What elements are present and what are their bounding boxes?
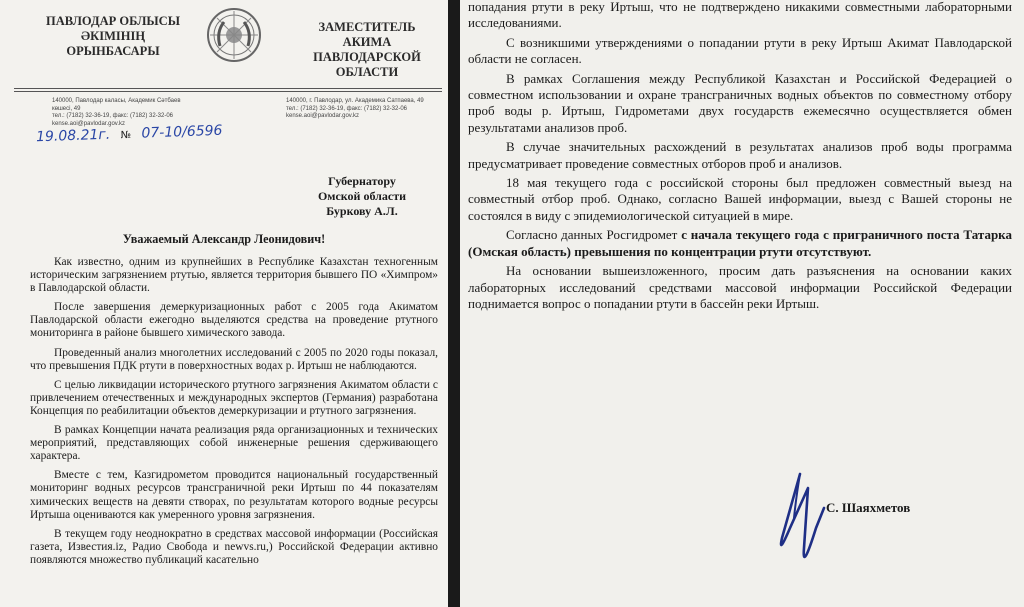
signature-icon bbox=[760, 468, 840, 588]
org-header-russian: ЗАМЕСТИТЕЛЬ АКИМА ПАВЛОДАРСКОЙ ОБЛАСТИ bbox=[313, 20, 421, 79]
salutation: Уважаемый Александр Леонидович! bbox=[122, 232, 326, 246]
paragraph: С возникшими утверждениями о попадании ртути в реку Иртыш Акимат Павлодарской области не согласен. bbox=[468, 34, 1012, 67]
org-header-kazakh: ПАВЛОДАР ОБЛЫСЫ ӘКІМІНІҢ ОРЫНБАСАРЫ bbox=[46, 14, 180, 58]
paragraph: На основании вышеизложенного, просим дать разъяснения на основании каких лабораторных исследований средствами массовой информации Российской Федерации поднимается вопрос о попадании ртути в бассейн реки Иртыш. bbox=[468, 263, 1012, 311]
header-divider bbox=[14, 88, 442, 89]
paragraph: В случае значительных расхождений в результатах анализов проб воды программа предусматривает проведение совместных отборов проб и анализов. bbox=[468, 139, 1012, 171]
paragraph: Вместе с тем, Казгидрометом проводится национальный государственный мониторинг водных ресурсов трансграничной реки Иртыш по 44 показателям химических веществ на девяти створах, по результатам которого водные ресурсы Иртыша оцениваются как умеренного уровня загрязнения. bbox=[30, 469, 438, 521]
letter-body-page-2 bbox=[468, 0, 1012, 315]
state-emblem-icon bbox=[206, 6, 262, 64]
handwritten-number: 07-10/6596 bbox=[141, 122, 223, 142]
letter-body-page-1 bbox=[30, 256, 438, 573]
paragraph: попадания ртути в реку Иртыш, что не подтверждено никакими совместными лабораторными исследованиями. bbox=[468, 0, 1012, 31]
bold-statement: с начала текущего года с приграничного поста Татарка (Омская область) превышения по концентрации ртути отсутствуют. bbox=[468, 227, 1012, 259]
paragraph: Проведенный анализ многолетних исследований с 2005 по 2020 годы показал, что превышения ПДК ртути в поверхностных водах р. Иртыш не наблюдаются. bbox=[30, 346, 438, 372]
paragraph: После завершения демеркуризационных работ с 2005 года Акиматом Павлодарской области ежегодно выделяются средства на проведение ртутного мониторинга в районе бывшего химического завода. bbox=[30, 301, 438, 340]
signature-name: С. Шаяхметов bbox=[826, 500, 911, 515]
paragraph: В рамках Соглашения между Республикой Казахстан и Российской Федерацией о совместном использовании и охране трансграничных водных объектов по совместному отбору проб воды р. Иртыш, Гидрометами двух государств ежемесячно осуществляется обмен результатами анализов проб. bbox=[468, 70, 1012, 135]
paragraph: Как известно, одним из крупнейших в Республике Казахстан техногенным историческим загрязнением ртутью, является территория бывшего ПО «Химпром» в Павлодарской области. bbox=[30, 256, 438, 295]
address-russian: 140000, г. Павлодар, ул. Академика Сатпаева, 49 тел.: (7182) 32-36-19, факс: (7182) 32-32-06 kense.aoi@pavlodar.gov.kz bbox=[286, 98, 424, 119]
paragraph: В текущем году неоднократно в средствах массовой информации (Российская газета, Известия.iz, Радио Свобода и newvs.ru,) Российской Федерации активно появляются множество публикаций касательно bbox=[30, 527, 438, 566]
number-sign: № bbox=[120, 129, 132, 142]
address-kazakh: 140000, Павлодар каласы, Академик Сәтбаев көшесі, 49 тел.: (7182) 32-36-19, факс: (7182) 32-32-06 kense.aoi@pavlodar.gov.kz bbox=[52, 98, 181, 127]
addressee-block: Губернатору Омской области Буркову А.Л. bbox=[317, 174, 407, 218]
paragraph: 18 мая текущего года с российской стороны был предложен совместный выезд на совместный отбор проб. Однако, согласно Вашей информации, выезд с Вашей стороны не состоялся в виду с эпидемиологической ситуацией в мире. bbox=[468, 175, 1012, 223]
paragraph: С целью ликвидации исторического ртутного загрязнения Акиматом области с привлечением отечественных и международных экспертов (Германия) разработана Концепция по реабилитации объектов демеркуризации и ртутного загрязнения. bbox=[30, 378, 438, 417]
letter-page-2 bbox=[460, 0, 1024, 607]
paragraph-rosgidromet: Согласно данных Росгидромет с начала текущего года с приграничного поста Татарка (Омская область) превышения по концентрации ртути отсутствуют. bbox=[468, 227, 1012, 259]
header-divider-thin bbox=[14, 91, 442, 92]
handwritten-date: 19.08.21г. bbox=[35, 126, 111, 146]
letter-page-1 bbox=[0, 0, 448, 607]
paragraph: В рамках Концепции начата реализация ряда организационных и технических мероприятий, представляющих собой инженерные решения сдерживающего характера. bbox=[30, 424, 438, 463]
